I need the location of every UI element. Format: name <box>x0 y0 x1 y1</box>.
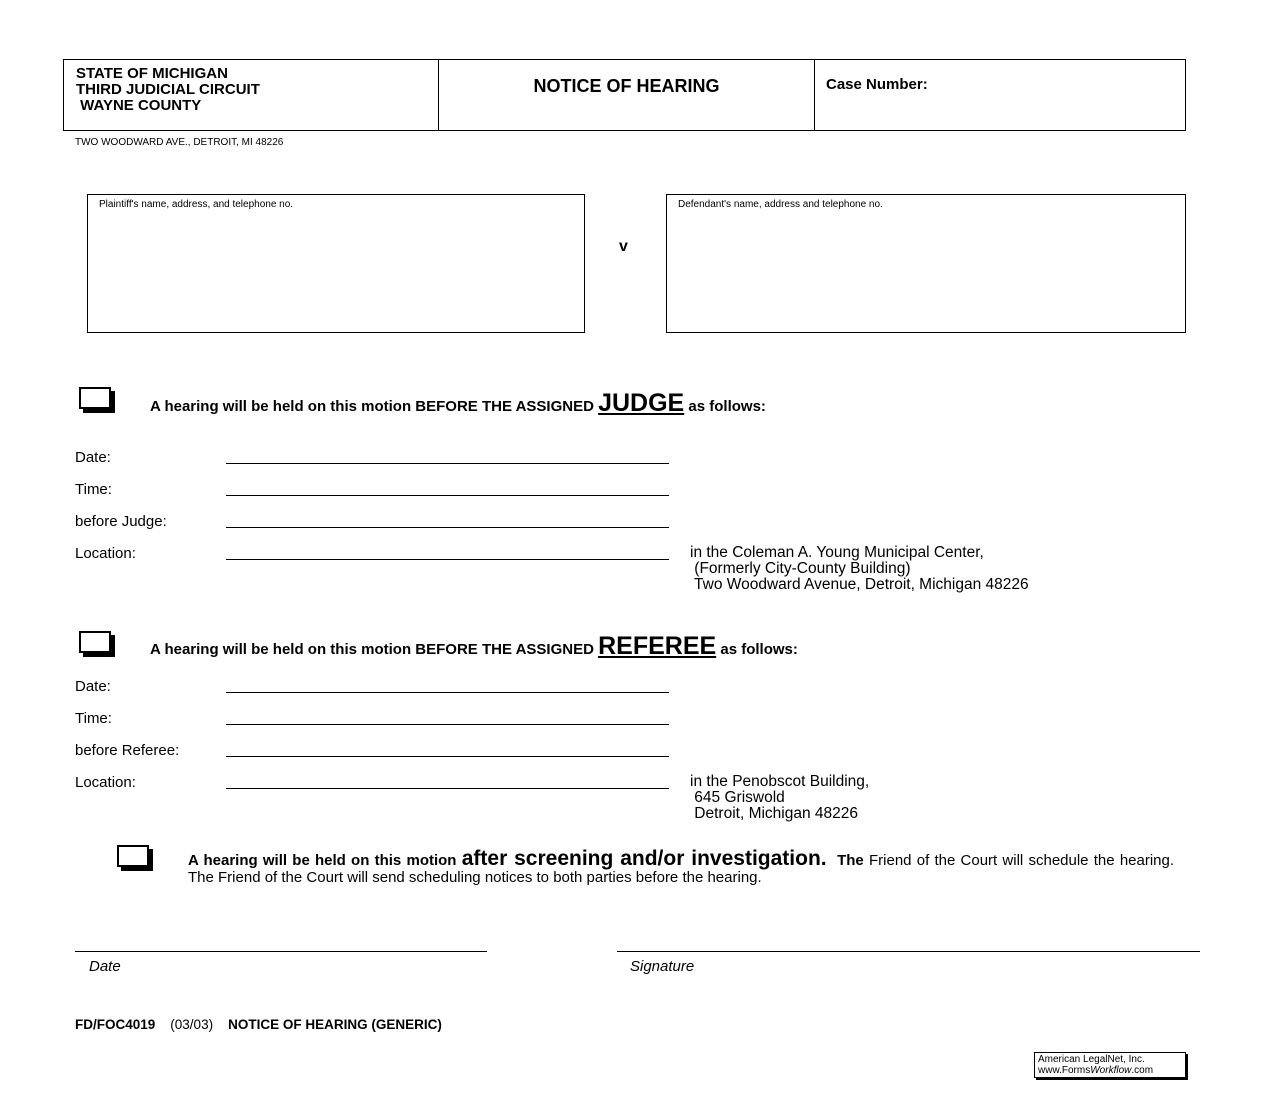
judge-location-address <box>690 545 1029 593</box>
form-id: FD/FOC4019 <box>75 1017 156 1032</box>
referee-time-line[interactable] <box>226 724 669 725</box>
referee-hearing-tail: as follows: <box>720 641 798 658</box>
form-footer-title: NOTICE OF HEARING (GENERIC) <box>228 1017 442 1032</box>
brand-logo-box <box>1034 1052 1186 1078</box>
judge-date-label: Date: <box>75 449 111 466</box>
screening-rest: Friend of the Court will schedule the hearing. The Friend of the Court will send scheduling notices to both parties before the hearing. <box>188 852 1175 886</box>
referee-location-address <box>690 774 869 822</box>
case-number-label: Case Number: <box>826 76 928 93</box>
judge-location-label: Location: <box>75 545 136 562</box>
judge-time-label: Time: <box>75 481 112 498</box>
court-circuit: THIRD JUDICIAL CIRCUIT <box>76 81 260 98</box>
judge-hearing-tail: as follows: <box>688 398 766 415</box>
judge-hearing-statement <box>150 389 766 418</box>
judge-time-line[interactable] <box>226 495 669 496</box>
screening-paragraph <box>188 847 1175 886</box>
case-number-field[interactable] <box>815 60 1185 130</box>
referee-name-line[interactable] <box>226 756 669 757</box>
judge-location-line-1: in the Coleman A. Young Municipal Center, <box>690 544 984 561</box>
brand-url-prefix: www.Forms <box>1038 1065 1091 1076</box>
judge-location-line[interactable] <box>226 559 669 560</box>
referee-location-line-3: Detroit, Michigan 48226 <box>690 805 859 822</box>
date-label: Date <box>89 958 121 975</box>
judge-date-line[interactable] <box>226 463 669 464</box>
court-address: TWO WOODWARD AVE., DETROIT, MI 48226 <box>75 137 284 148</box>
referee-name-label: before Referee: <box>75 742 180 759</box>
court-county: WAYNE COUNTY <box>76 97 202 114</box>
judge-hearing-lead: A hearing will be held on this motion BEFORE THE ASSIGNED <box>150 398 594 415</box>
judge-location-line-3: Two Woodward Avenue, Detroit, Michigan 48226 <box>690 576 1029 593</box>
versus-label: v <box>619 238 628 255</box>
plaintiff-label: Plaintiff's name, address, and telephone no. <box>99 199 294 210</box>
screening-lead: A hearing will be held on this motion <box>188 852 457 869</box>
brand-url <box>1038 1065 1182 1076</box>
signature-line[interactable] <box>617 951 1200 952</box>
judge-name-line[interactable] <box>226 527 669 528</box>
screening-the: The <box>837 852 864 869</box>
referee-hearing-checkbox[interactable] <box>79 631 111 653</box>
referee-date-label: Date: <box>75 678 111 695</box>
defendant-box[interactable] <box>666 194 1186 333</box>
referee-location-label: Location: <box>75 774 136 791</box>
referee-time-label: Time: <box>75 710 112 727</box>
screening-hearing-checkbox[interactable] <box>117 845 149 867</box>
brand-url-suffix: .com <box>1131 1065 1154 1076</box>
referee-emphasis: REFEREE <box>598 632 717 660</box>
referee-date-line[interactable] <box>226 692 669 693</box>
form-header <box>63 59 1186 131</box>
referee-location-line-2: 645 Griswold <box>690 789 785 806</box>
date-signature-line[interactable] <box>75 951 487 952</box>
judge-name-label: before Judge: <box>75 513 167 530</box>
judge-location-line-2: (Formerly City-County Building) <box>690 560 911 577</box>
screening-emphasis: after screening and/or investigation <box>461 847 821 870</box>
referee-location-line-1: in the Penobscot Building, <box>690 773 870 790</box>
court-state: STATE OF MICHIGAN <box>76 65 228 82</box>
form-footer <box>75 1017 442 1032</box>
screening-period: . <box>820 847 827 870</box>
referee-hearing-lead: A hearing will be held on this motion BEFORE THE ASSIGNED <box>150 641 594 658</box>
referee-location-line[interactable] <box>226 788 669 789</box>
brand-name: American LegalNet, Inc. <box>1038 1054 1145 1065</box>
form-revision: (03/03) <box>170 1017 214 1032</box>
form-title: NOTICE OF HEARING <box>439 60 815 130</box>
defendant-label: Defendant's name, address and telephone no. <box>678 199 883 210</box>
signature-label: Signature <box>630 958 695 975</box>
judge-emphasis: JUDGE <box>598 389 685 417</box>
referee-hearing-statement <box>150 632 798 661</box>
judge-hearing-checkbox[interactable] <box>79 387 111 409</box>
court-name-cell <box>64 60 439 130</box>
brand-url-italic: Workflow <box>1090 1065 1132 1076</box>
plaintiff-box[interactable] <box>87 194 585 333</box>
